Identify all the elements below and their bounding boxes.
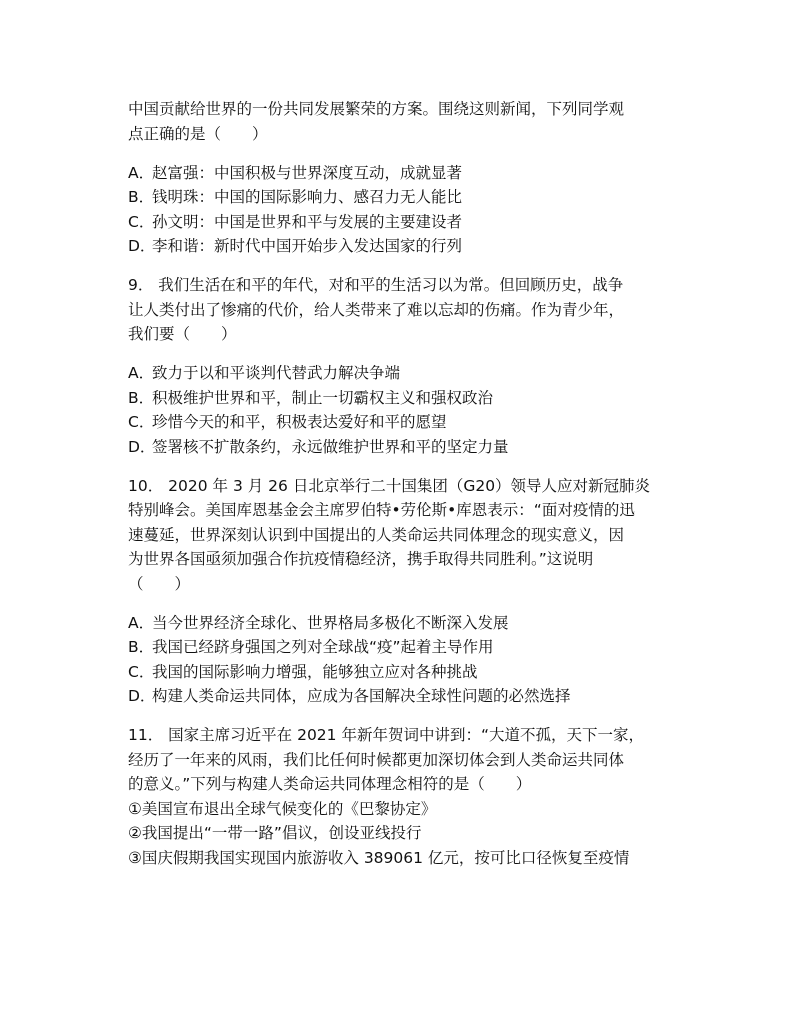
option-c[interactable] xyxy=(128,660,668,685)
question-text-line: 为世界各国亟须加强合作抗疫情稳经济，携手取得共同胜利。”这说明 xyxy=(128,550,594,568)
option-letter: C． xyxy=(128,662,155,681)
option-letter: B． xyxy=(128,638,155,656)
statement-3: ③国庆假期我国实现国内旅游收入 389061 亿元，按可比口径恢复至疫情 xyxy=(128,848,630,867)
option-text: 钱明珠：中国的国际影响力、感召力无人能比 xyxy=(152,188,463,206)
question-text-line: 11． 国家主席习近平在 2021 年新年贺词中讲到：“大道不孤，天下一家， xyxy=(128,726,644,744)
option-text: 李和谐：新时代中国开始步入发达国家的行列 xyxy=(152,237,463,255)
question-9 xyxy=(128,273,668,459)
option-text: 当今世界经济全球化、世界格局多极化不断深入发展 xyxy=(152,613,509,632)
question-10 xyxy=(128,474,668,709)
option-c[interactable] xyxy=(128,410,668,435)
question-text-line: 10． 2020 年 3 月 26 日北京举行二十国集团（G20）领导人应对新冠肺炎 xyxy=(128,476,651,495)
option-text: 构建人类命运共同体，应成为各国解决全球性问题的必然选择 xyxy=(152,687,571,705)
option-text: 致力于以和平谈判代替武力解决争端 xyxy=(152,364,401,382)
statement-1: ①美国宣布退出全球气候变化的《巴黎协定》 xyxy=(128,799,437,818)
page-content xyxy=(128,97,668,870)
option-text: 我国已经跻身强国之列对全球战“疫”起着主导作用 xyxy=(152,638,494,656)
option-a[interactable] xyxy=(128,361,668,386)
option-text: 签署核不扩散条约，永远做维护世界和平的坚定力量 xyxy=(152,437,509,456)
question-text-line: 特别峰会。美国库恩基金会主席罗伯特•劳伦斯•库恩表示：“面对疫情的迅 xyxy=(128,501,635,519)
option-letter: D． xyxy=(128,237,156,255)
question-text-line: 速蔓延，世界深刻认识到中国提出的人类命运共同体理念的现实意义，因 xyxy=(128,525,625,544)
option-d[interactable] xyxy=(128,684,668,709)
question-8-continued xyxy=(128,97,668,259)
option-text: 珍惜今天的和平，积极表达爱好和平的愿望 xyxy=(152,413,447,431)
option-text: 赵富强：中国积极与世界深度互动，成就显著 xyxy=(152,163,463,182)
question-text-line: 9． 我们生活在和平的年代，对和平的生活习以为常。但回顾历史，战争 xyxy=(128,276,624,294)
option-letter: C． xyxy=(128,413,155,431)
option-a[interactable] xyxy=(128,611,668,636)
option-b[interactable] xyxy=(128,635,668,660)
option-letter: B． xyxy=(128,188,155,206)
option-text: 我国的国际影响力增强，能够独立应对各种挑战 xyxy=(152,662,478,681)
option-c[interactable] xyxy=(128,210,668,235)
option-d[interactable] xyxy=(128,234,668,259)
question-text-line: （ ） xyxy=(128,574,191,593)
question-11 xyxy=(128,723,668,870)
option-letter: A． xyxy=(128,613,155,632)
question-text-line: 让人类付出了惨痛的代价，给人类带来了难以忘却的伤痛。作为青少年， xyxy=(128,300,625,319)
question-text-line: 中国贡献给世界的一份共同发展繁荣的方案。围绕这则新闻，下列同学观 xyxy=(128,100,625,118)
option-b[interactable] xyxy=(128,386,668,411)
option-b[interactable] xyxy=(128,185,668,210)
question-text-line: 我们要（ ） xyxy=(128,325,237,343)
option-letter: D． xyxy=(128,437,156,456)
option-text: 积极维护世界和平，制止一切霸权主义和强权政治 xyxy=(152,388,494,407)
statement-2: ②我国提出“一带一路”倡议，创设亚线投行 xyxy=(128,824,422,842)
question-text-line: 的意义。”下列与构建人类命运共同体理念相符的是（ ） xyxy=(128,775,532,793)
option-a[interactable] xyxy=(128,161,668,186)
option-letter: B． xyxy=(128,388,155,407)
option-letter: C． xyxy=(128,212,155,231)
option-text: 孙文明：中国是世界和平与发展的主要建设者 xyxy=(152,212,463,231)
option-d[interactable] xyxy=(128,435,668,460)
option-letter: D． xyxy=(128,687,156,705)
question-text-line: 经历了一年来的风雨，我们比任何时候都更加深切体会到人类命运共同体 xyxy=(128,750,625,769)
option-letter: A． xyxy=(128,364,155,382)
question-text-line: 点正确的是（ ） xyxy=(128,124,268,143)
option-letter: A． xyxy=(128,163,155,182)
